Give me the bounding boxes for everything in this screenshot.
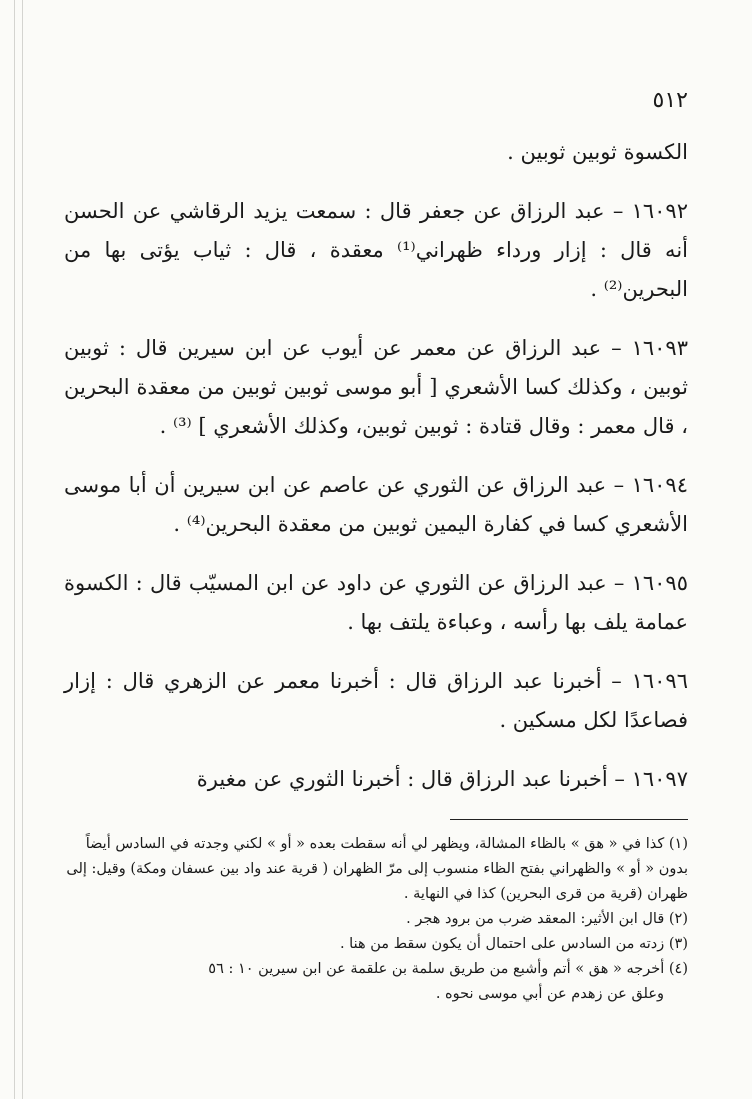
hadith-paragraph: ١٦٠٩٧ – أخبرنا عبد الرزاق قال : أخبرنا الثوري عن مغيرة xyxy=(196,767,688,791)
book-page xyxy=(64,88,688,1007)
scan-edge-line xyxy=(22,0,23,1099)
footnote-continuation: وعلق عن زهدم عن أبي موسى نحوه . xyxy=(435,986,664,1002)
footnote: (٢) قال ابن الأثير: المعقد ضرب من برود هجر . xyxy=(406,911,688,927)
footnote-divider xyxy=(450,819,688,820)
footnote: (٤) أخرجه « هق » أتم وأشبع من طريق سلمة بن علقمة عن ابن سيرين ١٠ : ٥٦ xyxy=(208,961,688,977)
body-text xyxy=(64,133,688,799)
hadith-paragraph: ١٦٠٩٣ – عبد الرزاق عن معمر عن أيوب عن ابن سيرين قال : ثوبين ثوبين ، وكذلك كسا الأشعري [ أبو موسى ثوبين ثوبين من معقدة البحرين ، قال معمر : وقال قتادة : ثوبين ثوبين، وكذلك الأشعري ] ⁽³⁾ . xyxy=(64,336,688,438)
footnote: (٣) زدته من السادس على احتمال أن يكون سقط من هنا . xyxy=(339,936,688,952)
footnote: (١) كذا في « هق » بالظاء المشالة، ويظهر لي أنه سقطت بعده « أو » لكني وجدته في السادس أيضاً بدون « أو » والظهراني بفتح الظاء منسوب إلى مرّ الظهران ( قرية عند واد بين عسفان ومكة) وقيل: إلى ظهران (قرية من قرى البحرين) كذا في النهاية . xyxy=(66,836,688,902)
page-number: ٥١٢ xyxy=(652,88,688,113)
hadith-paragraph: ١٦٠٩٤ – عبد الرزاق عن الثوري عن عاصم عن ابن سيرين أن أبا موسى الأشعري كسا في كفارة اليمين ثوبين من معقدة البحرين⁽⁴⁾ . xyxy=(64,473,688,536)
hadith-paragraph: ١٦٠٩٢ – عبد الرزاق عن جعفر قال : سمعت يزيد الرقاشي عن الحسن أنه قال : إزار ورداء ظهراني⁽¹⁾ معقدة ، قال : ثياب يؤتى بها من البحرين⁽²⁾ . xyxy=(64,199,688,301)
hadith-paragraph: الكسوة ثوبين ثوبين . xyxy=(507,140,688,164)
hadith-paragraph: ١٦٠٩٥ – عبد الرزاق عن الثوري عن داود عن ابن المسيّب قال : الكسوة عمامة يلف بها رأسه ، وعباءة يلتف بها . xyxy=(64,571,688,634)
scan-edge-line xyxy=(14,0,15,1099)
hadith-paragraph: ١٦٠٩٦ – أخبرنا عبد الرزاق قال : أخبرنا معمر عن الزهري قال : إزار فصاعدًا لكل مسكين . xyxy=(64,669,688,732)
footnotes xyxy=(64,832,688,1007)
